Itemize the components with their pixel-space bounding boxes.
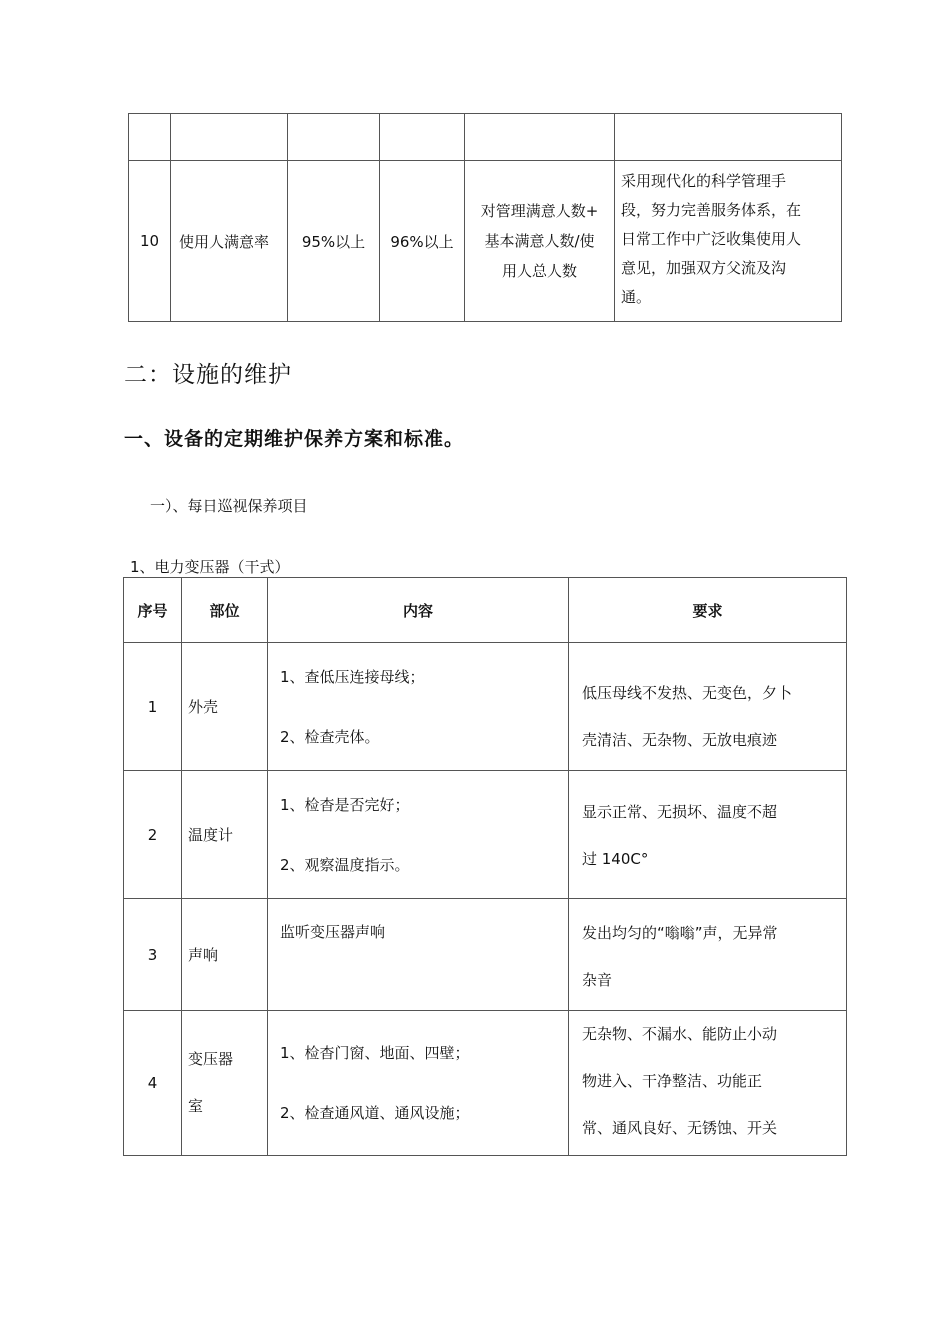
part-line: 室 (188, 1097, 204, 1115)
requirement-line: 物进入、干净整洁、功能正 (582, 1072, 763, 1090)
table-row (129, 161, 842, 322)
table-row (124, 899, 847, 1011)
part-line: 变压器 (188, 1050, 234, 1068)
header-requirement: 要求 (569, 578, 847, 643)
requirement-cell (569, 1011, 847, 1156)
row-number: 3 (124, 899, 182, 1011)
content-cell (268, 771, 569, 899)
row-number: 4 (124, 1011, 182, 1156)
section-heading: 二：设施的维护 (124, 362, 292, 388)
content-cell (268, 643, 569, 771)
part-cell (182, 643, 268, 771)
row-number: 1 (124, 643, 182, 771)
requirement-cell (569, 771, 847, 899)
satisfaction-table (128, 113, 842, 322)
target-value: 95%以上 (288, 161, 380, 322)
requirement-cell (569, 899, 847, 1011)
table-row (124, 643, 847, 771)
part-cell (182, 899, 268, 1011)
requirement-line: 无杂物、不漏水、能防止小动 (582, 1025, 778, 1043)
content-line: 监听变压器声响 (280, 923, 386, 941)
part-line: 外壳 (188, 698, 219, 716)
row-number: 2 (124, 771, 182, 899)
content-line: 2、检查壳体。 (280, 728, 380, 746)
requirement-line: 杂音 (582, 971, 613, 989)
content-cell (268, 899, 569, 1011)
part-line: 声响 (188, 946, 219, 964)
requirement-line: 壳清洁、无杂物、无放电痕迹 (582, 731, 778, 749)
method-line: 对管理满意人数+ (480, 202, 599, 220)
requirement-line: 发出均匀的“嗡嗡”声，无异常 (582, 924, 778, 942)
requirement-line: 常、通风良好、无锈蚀、开关 (582, 1119, 778, 1137)
table-row-empty (129, 114, 842, 161)
actual-value: 96%以上 (380, 161, 465, 322)
sub-subsection-heading: 一）、每日巡视保养项目 (150, 497, 308, 515)
method-line: 用人总人数 (501, 262, 577, 280)
table-row (124, 1011, 847, 1156)
note-line: 段，努力完善服务体系，在 (621, 201, 802, 219)
method-line: 基本满意人数/使 (484, 232, 595, 250)
row-number: 10 (129, 161, 171, 322)
note-line: 通。 (621, 288, 652, 306)
content-line: 1、查低压连接母线； (280, 668, 425, 686)
requirement-line: 低压母线不发热、无变色，夕卜 (582, 684, 793, 702)
requirement-cell (569, 643, 847, 771)
content-line: 1、检杳门窗、地面、四壁； (280, 1044, 470, 1062)
note-line: 采用现代化的科学管理手 (621, 172, 787, 190)
header-content: 内容 (268, 578, 569, 643)
content-line: 1、检杳是否完好； (280, 796, 410, 814)
subsection-heading: 一、设备的定期维护保养方案和标准。 (124, 428, 465, 450)
note-line: 意见，加强双方父流及沟 (621, 259, 787, 277)
table-caption: 1、电力变压器（干式） (130, 558, 290, 576)
part-cell (182, 1011, 268, 1156)
requirement-line: 显示正常、无损坏、温度不超 (582, 803, 778, 821)
note-line: 日常工作中广泛收集使用人 (621, 230, 802, 248)
content-line: 2、观察温度指示。 (280, 856, 410, 874)
content-line: 2、检查通风道、通风设施； (280, 1104, 470, 1122)
table-header-row (124, 578, 847, 643)
table-row (124, 771, 847, 899)
calculation-method (465, 161, 615, 322)
header-part: 部位 (182, 578, 268, 643)
maintenance-table (123, 577, 847, 1156)
requirement-line: 过 140C° (582, 850, 649, 868)
content-cell (268, 1011, 569, 1156)
part-cell (182, 771, 268, 899)
item-name: 使用人满意率 (171, 161, 288, 322)
header-number: 序号 (124, 578, 182, 643)
part-line: 温度计 (188, 826, 234, 844)
measure-note (615, 161, 842, 322)
